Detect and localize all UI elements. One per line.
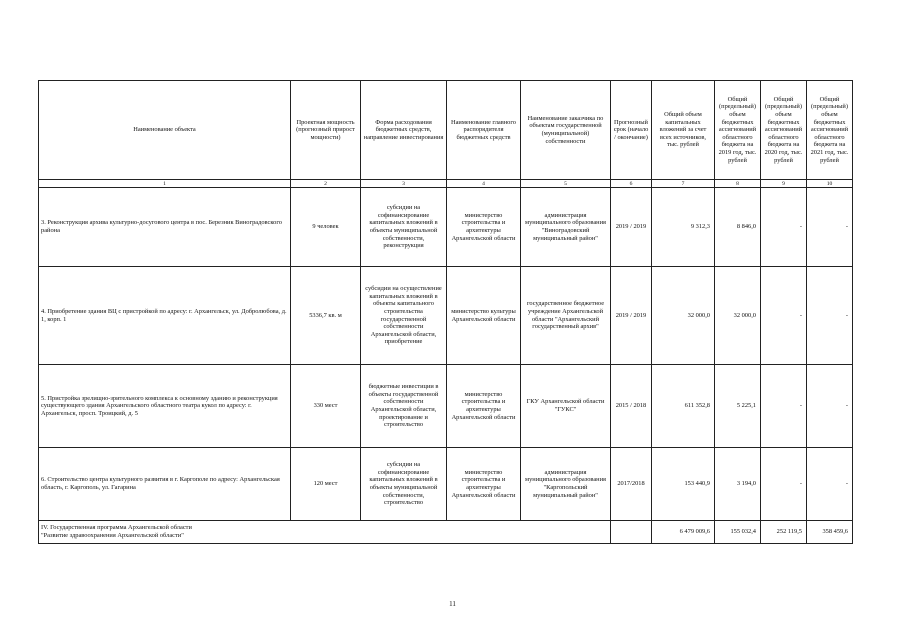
object-name: 5. Пристройка зрелищно-зрительного комплекса к основному зданию и реконструкция существующего здания Архангельского областного театра кукол по адресу: г. Архангельск, просп. Троицкий, д. 5 xyxy=(39,365,291,448)
table-row xyxy=(39,267,853,365)
customer-cell: государственное бюджетное учреждение Архангельской области "Архангельский государственный архив" xyxy=(521,267,611,365)
total-cell: 32 000,0 xyxy=(652,267,715,365)
column-number: 4 xyxy=(447,180,521,188)
table-row xyxy=(39,365,853,448)
column-number: 8 xyxy=(715,180,761,188)
manager-cell: министерство строительства и архитектуры Архангельской области xyxy=(447,188,521,267)
header-row xyxy=(39,81,853,180)
program-title-line1: IV. Государственная программа Архангельской области xyxy=(41,524,192,532)
y2021-cell: - xyxy=(807,267,853,365)
capacity-cell: 120 мест xyxy=(291,448,361,521)
form-cell: бюджетные инвестиции в объекты государственной собственности Архангельской области, проектирование и строительство xyxy=(361,365,447,448)
column-number: 10 xyxy=(807,180,853,188)
header-2019: Общий (предельный) объем бюджетных ассигнований областного бюджета на 2019 год, тыс. рублей xyxy=(715,81,761,180)
term-cell: 2019 / 2019 xyxy=(611,188,652,267)
total-cell: 153 440,9 xyxy=(652,448,715,521)
object-name: 3. Реконструкция архива культурно-досугового центра в пос. Березник Виноградовского района xyxy=(39,188,291,267)
document-sheet xyxy=(38,80,852,544)
header-2020: Общий (предельный) объем бюджетных ассигнований областного бюджета на 2020 год, тыс. рублей xyxy=(761,81,807,180)
y2019-cell: 3 194,0 xyxy=(715,448,761,521)
header-manager: Наименование главного распорядителя бюджетных средств xyxy=(447,81,521,180)
manager-cell: министерство строительства и архитектуры Архангельской области xyxy=(447,365,521,448)
y2019-cell: 5 225,1 xyxy=(715,365,761,448)
y2021-cell: - xyxy=(807,448,853,521)
header-term: Прогнозный срок (начало / окончание) xyxy=(611,81,652,180)
y2021-cell: 358 459,6 xyxy=(807,521,853,544)
object-name: 6. Строительство центра культурного развития в г. Каргополе по адресу: Архангельская область, г. Каргополь, ул. Гагарина xyxy=(39,448,291,521)
total-cell: 9 312,3 xyxy=(652,188,715,267)
header-form: Форма расходования бюджетных средств, направление инвестирования xyxy=(361,81,447,180)
header-capacity: Проектная мощность (прогнозный прирост мощности) xyxy=(291,81,361,180)
header-customer: Наименование заказчика по объектам государственной (муниципальной) собственности xyxy=(521,81,611,180)
header-total: Общий объем капитальных вложений за счет всех источников, тыс. рублей xyxy=(652,81,715,180)
customer-cell: администрация муниципального образования "Виноградовский муниципальный район" xyxy=(521,188,611,267)
y2020-cell: - xyxy=(761,448,807,521)
form-cell: субсидии на софинансирование капитальных вложений в объекты муниципальной собственности, строительство xyxy=(361,448,447,521)
capacity-cell: 330 мест xyxy=(291,365,361,448)
term-cell: 2015 / 2018 xyxy=(611,365,652,448)
total-cell: 6 479 009,6 xyxy=(652,521,715,544)
column-number: 5 xyxy=(521,180,611,188)
total-cell: 611 352,8 xyxy=(652,365,715,448)
term-cell: 2019 / 2019 xyxy=(611,267,652,365)
y2020-cell: - xyxy=(761,188,807,267)
capacity-cell: 9 человек xyxy=(291,188,361,267)
manager-cell: министерство строительства и архитектуры Архангельской области xyxy=(447,448,521,521)
term-cell: 2017/2018 xyxy=(611,448,652,521)
capacity-cell: 5336,7 кв. м xyxy=(291,267,361,365)
table-row xyxy=(39,448,853,521)
program-title xyxy=(39,521,611,544)
capital-investment-table xyxy=(38,80,853,544)
y2021-cell: - xyxy=(807,188,853,267)
y2020-cell: - xyxy=(761,365,807,448)
y2021-cell: - xyxy=(807,365,853,448)
y2019-cell: 155 032,4 xyxy=(715,521,761,544)
customer-cell: ГКУ Архангельской области "ГУКС" xyxy=(521,365,611,448)
column-number: 9 xyxy=(761,180,807,188)
table-row xyxy=(39,188,853,267)
form-cell: субсидии на осуществление капитальных вложений в объекты капитального строительства государственной собственности Архангельской области, приобретение xyxy=(361,267,447,365)
object-name: 4. Приобретение здания ВЦ с пристройкой по адресу: г. Архангельск, ул. Добролюбова, д. 1, корп. 1 xyxy=(39,267,291,365)
column-number: 1 xyxy=(39,180,291,188)
customer-cell: администрация муниципального образования "Каргопольский муниципальный район" xyxy=(521,448,611,521)
column-number: 6 xyxy=(611,180,652,188)
header-2021: Общий (предельный) объем бюджетных ассигнований областного бюджета на 2021 год, тыс. рублей xyxy=(807,81,853,180)
column-number: 7 xyxy=(652,180,715,188)
y2020-cell: 252 119,5 xyxy=(761,521,807,544)
y2019-cell: 8 846,0 xyxy=(715,188,761,267)
form-cell: субсидии на софинансирование капитальных вложений в объекты муниципальной собственности, реконструкция xyxy=(361,188,447,267)
column-number: 3 xyxy=(361,180,447,188)
manager-cell: министерство культуры Архангельской области xyxy=(447,267,521,365)
header-name: Наименование объекта xyxy=(39,81,291,180)
term-cell xyxy=(611,521,652,544)
column-number: 2 xyxy=(291,180,361,188)
program-summary-row xyxy=(39,521,853,544)
y2020-cell: - xyxy=(761,267,807,365)
y2019-cell: 32 000,0 xyxy=(715,267,761,365)
program-title-line2: "Развитие здравоохранения Архангельской области" xyxy=(41,532,184,539)
page-number: 11 xyxy=(449,600,456,608)
column-number-row xyxy=(39,180,853,188)
